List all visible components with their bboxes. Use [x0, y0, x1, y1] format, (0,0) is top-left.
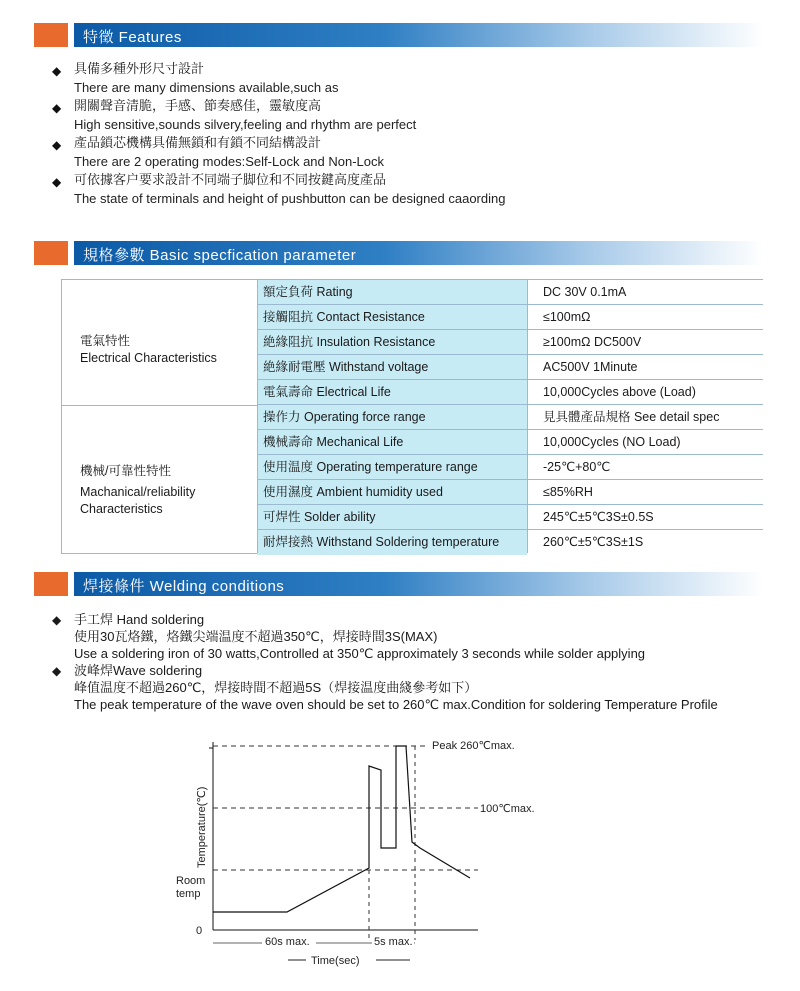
spec-param: 絶緣阻抗 Insulation Resistance	[257, 330, 587, 355]
room-label-1: Room	[176, 875, 206, 887]
diamond-bullet-icon: ◆	[52, 101, 62, 115]
spec-value: DC 30V 0.1mA	[527, 280, 763, 305]
spec-param: 電氣壽命 Electrical Life	[257, 380, 587, 405]
feature-zh: 可依據客户要求設計不同端子脚位和不同按鍵高度產品	[74, 172, 387, 187]
hand-en: Use a soldering iron of 30 watts,Controlled at 350℃ approximately 3 seconds while solder applying	[74, 646, 646, 661]
group-en: Electrical Characteristics	[80, 351, 217, 365]
spec-param: 耐焊接熱 Withstand Soldering temperature	[257, 530, 587, 555]
hand-title: 手工焊 Hand soldering	[74, 612, 205, 627]
spec-value: 260℃±5℃3S±1S	[527, 530, 763, 555]
hand-zh: 使用30瓦烙鐵，烙鐵尖端温度不超過350℃，焊接時間3S(MAX)	[74, 629, 438, 644]
wave-zh: 峰值温度不超過260℃，焊接時間不超過5S（焊接温度曲綫參考如下）	[74, 680, 478, 695]
feature-en: High sensitive,sounds silvery,feeling and rhythm are perfect	[74, 116, 417, 132]
spec-param: 可焊性 Solder ability	[257, 505, 587, 530]
spec-value: ≥100mΩ DC500V	[527, 330, 763, 355]
spec-value: 245℃±5℃3S±0.5S	[527, 505, 763, 530]
diamond-bullet-icon: ◆	[52, 138, 62, 152]
spec-param: 額定負荷 Rating	[257, 280, 587, 305]
wave-title: 波峰焊Wave soldering	[74, 663, 203, 678]
spec-param: 絶緣耐電壓 Withstand voltage	[257, 355, 587, 380]
spec-value: -25℃+80℃	[527, 455, 763, 480]
feature-zh: 開關聲音清脆，手感、節奏感佳，靈敏度高	[74, 98, 322, 113]
feature-en: There are many dimensions available,such as	[74, 79, 339, 95]
y-axis-label: Temperature(℃)	[196, 786, 208, 868]
spec-value: 10,000Cycles above (Load)	[527, 380, 763, 405]
feature-en: There are 2 operating modes:Self-Lock and Non-Lock	[74, 153, 385, 169]
spec-value: AC500V 1Minute	[527, 355, 763, 380]
seg1-label: 60s max.	[265, 936, 310, 948]
feature-en: The state of terminals and height of pushbutton can be designed caaording	[74, 190, 506, 206]
spec-param: 接觸阻抗 Contact Resistance	[257, 305, 587, 330]
group-zh: 電氣特性	[80, 334, 131, 348]
welding-title: 焊接條件 Welding conditions	[83, 578, 285, 595]
spec-param: 操作力 Operating force range	[257, 405, 587, 430]
group-en: Characteristics	[80, 502, 163, 516]
diamond-bullet-icon: ◆	[52, 64, 62, 78]
spec-value: ≤85%RH	[527, 480, 763, 505]
zero-label: 0	[196, 925, 203, 937]
group-zh: 機械/可靠性特性	[80, 464, 171, 478]
spec-param: 使用温度 Operating temperature range	[257, 455, 587, 480]
profile-curve	[213, 746, 470, 912]
x-axis-label: Time(sec)	[311, 955, 360, 967]
diamond-bullet-icon: ◆	[52, 613, 62, 627]
wave-en: The peak temperature of the wave oven should be set to 260℃ max.Condition for soldering Temperature Profile	[74, 697, 718, 712]
features-title: 特徵 Features	[83, 29, 182, 46]
diamond-bullet-icon: ◆	[52, 175, 62, 189]
mid-label: 100℃max.	[480, 803, 535, 815]
room-label-2: temp	[176, 888, 201, 900]
group-en: Machanical/reliability	[80, 485, 196, 499]
spec-param: 機械壽命 Mechanical Life	[257, 430, 587, 455]
peak-label: Peak 260℃max.	[432, 740, 515, 752]
spec-value: 見具體產品規格 See detail spec	[527, 405, 763, 430]
seg2-label: 5s max.	[374, 936, 413, 948]
feature-zh: 具備多種外形尺寸設計	[74, 61, 205, 76]
diamond-bullet-icon: ◆	[52, 664, 62, 678]
spec-value: 10,000Cycles (NO Load)	[527, 430, 763, 455]
spec-title: 規格參數 Basic specfication parameter	[83, 247, 357, 264]
feature-zh: 產品鎖芯機構具備無鎖和有鎖不同結構設計	[74, 135, 322, 150]
spec-param: 使用濕度 Ambient humidity used	[257, 480, 587, 505]
spec-value: ≤100mΩ	[527, 305, 763, 330]
